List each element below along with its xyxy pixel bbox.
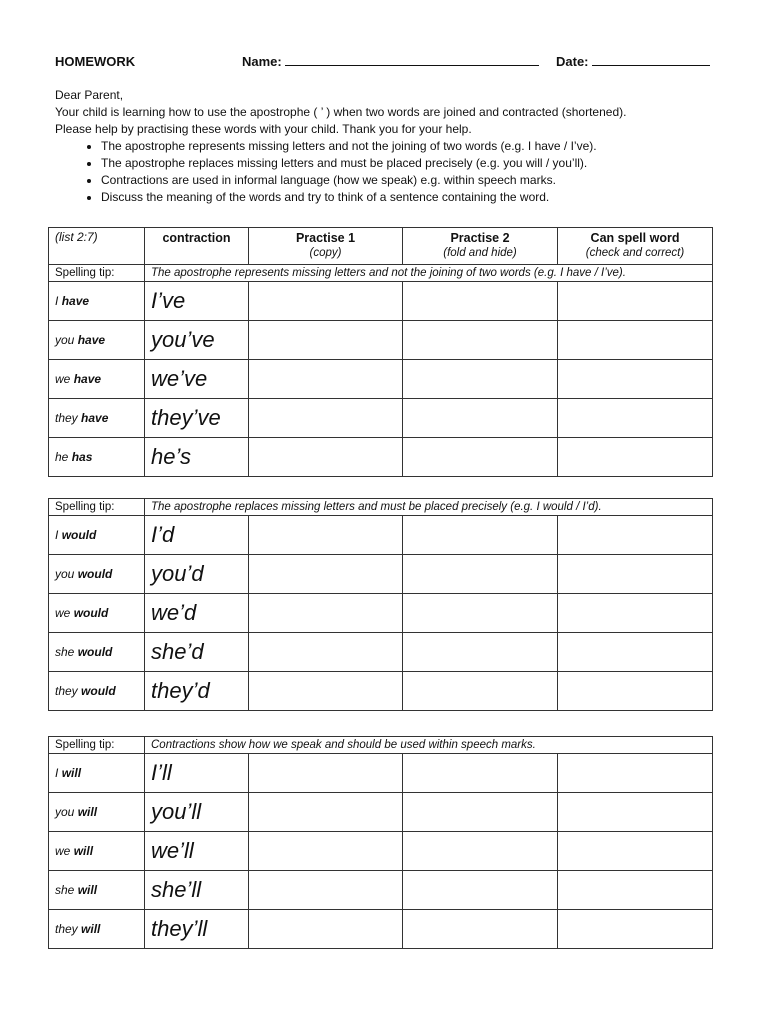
verb: have [73, 372, 102, 386]
tips-list [55, 138, 735, 206]
verb: will [73, 844, 94, 858]
practise2-cell[interactable] [403, 672, 558, 711]
spelling-tip-label: Spelling tip: [49, 499, 145, 516]
table-header-row [49, 228, 713, 265]
name-label: Name: [242, 54, 282, 69]
spelling-tip-label: Spelling tip: [49, 737, 145, 754]
pronoun: we [55, 372, 71, 386]
practise1-cell[interactable] [249, 910, 403, 949]
contraction-word: they’d [145, 672, 249, 711]
verb: will [61, 766, 82, 780]
pronoun: we [55, 844, 71, 858]
verb: have [81, 411, 109, 425]
contraction-word: I’d [145, 516, 249, 555]
contraction-word: you’ve [145, 321, 249, 360]
practise1-cell[interactable] [249, 555, 403, 594]
can-spell-cell[interactable] [558, 555, 713, 594]
can-spell-cell[interactable] [558, 516, 713, 555]
contraction-word: I’ll [145, 754, 249, 793]
word-row [49, 360, 713, 399]
practise2-cell[interactable] [403, 871, 558, 910]
practise1-cell[interactable] [249, 516, 403, 555]
spelling-tip-text: The apostrophe represents missing letters and not the joining of two words (e.g. I have / I’ve). [145, 265, 713, 282]
word-pair [49, 594, 145, 633]
contraction-word: we’d [145, 594, 249, 633]
practise2-cell[interactable] [403, 594, 558, 633]
spelling-table-will [48, 736, 713, 949]
intro-line: Your child is learning how to use the apostrophe ( ’ ) when two words are joined and contracted (shortened). [55, 105, 627, 119]
pronoun: I [55, 766, 59, 780]
practise2-cell[interactable] [403, 633, 558, 672]
can-spell-cell[interactable] [558, 321, 713, 360]
can-spell-cell[interactable] [558, 832, 713, 871]
spelling-tip-text: The apostrophe replaces missing letters and must be placed precisely (e.g. I would / I’d). [145, 499, 713, 516]
contraction-word: she’ll [145, 871, 249, 910]
tip-bullet: • Discuss the meaning of the words and try to think of a sentence containing the word. [101, 189, 735, 206]
contraction-word: they’ll [145, 910, 249, 949]
word-pair [49, 832, 145, 871]
word-pair [49, 399, 145, 438]
practise1-cell[interactable] [249, 672, 403, 711]
verb: would [61, 528, 97, 542]
contraction-word: they’ve [145, 399, 249, 438]
date-field[interactable] [556, 54, 710, 69]
word-row [49, 871, 713, 910]
practise2-cell[interactable] [403, 282, 558, 321]
pronoun: they [55, 684, 78, 698]
pronoun: they [55, 411, 78, 425]
homework-heading: HOMEWORK [55, 54, 136, 69]
word-row [49, 516, 713, 555]
practise2-cell[interactable] [403, 516, 558, 555]
practise1-cell[interactable] [249, 633, 403, 672]
pronoun: they [55, 922, 78, 936]
practise2-cell[interactable] [403, 754, 558, 793]
practise2-cell[interactable] [403, 321, 558, 360]
practise2-cell[interactable] [403, 438, 558, 477]
list-label: (list 2:7) [49, 228, 145, 265]
greeting: Dear Parent, [55, 88, 124, 102]
date-label: Date: [556, 54, 589, 69]
word-row [49, 399, 713, 438]
contraction-word: we’ll [145, 832, 249, 871]
practise1-cell[interactable] [249, 793, 403, 832]
practise1-cell[interactable] [249, 321, 403, 360]
can-spell-cell[interactable] [558, 360, 713, 399]
verb: would [77, 567, 113, 581]
word-pair [49, 871, 145, 910]
pronoun: she [55, 883, 75, 897]
word-pair [49, 360, 145, 399]
word-row [49, 282, 713, 321]
spelling-tip-text: Contractions show how we speak and should be used within speech marks. [145, 737, 713, 754]
word-row [49, 438, 713, 477]
can-spell-cell[interactable] [558, 910, 713, 949]
spelling-table-have [48, 227, 713, 477]
tip-bullet: • The apostrophe replaces missing letters and must be placed precisely (e.g. you will / you’ll). [101, 155, 735, 172]
word-row [49, 832, 713, 871]
pronoun: I [55, 528, 59, 542]
spelling-tip-row [49, 499, 713, 516]
spelling-table-would [48, 498, 713, 711]
tip-bullet: • Contractions are used in informal language (how we speak) e.g. within speech marks. [101, 172, 735, 189]
contraction-word: you’ll [145, 793, 249, 832]
pronoun: he [55, 450, 69, 464]
practise2-cell[interactable] [403, 555, 558, 594]
contraction-header: contraction [145, 228, 249, 265]
can-spell-cell[interactable] [558, 871, 713, 910]
practise2-header: Practise 2 (fold and hide) [403, 228, 558, 265]
word-pair [49, 754, 145, 793]
practise1-cell[interactable] [249, 594, 403, 633]
can-spell-cell[interactable] [558, 594, 713, 633]
practise2-cell[interactable] [403, 399, 558, 438]
verb: will [81, 922, 101, 936]
can-spell-cell[interactable] [558, 399, 713, 438]
word-pair [49, 910, 145, 949]
verb: have [61, 294, 90, 308]
pronoun: she [55, 645, 75, 659]
word-pair [49, 321, 145, 360]
can-spell-cell[interactable] [558, 672, 713, 711]
can-spell-cell[interactable] [558, 633, 713, 672]
practise1-cell[interactable] [249, 832, 403, 871]
word-row [49, 633, 713, 672]
word-pair [49, 793, 145, 832]
word-row [49, 321, 713, 360]
verb: will [77, 883, 98, 897]
can-spell-cell[interactable] [558, 438, 713, 477]
word-row [49, 793, 713, 832]
word-pair [49, 555, 145, 594]
pronoun: you [55, 333, 75, 347]
pronoun: I [55, 294, 59, 308]
practise1-cell[interactable] [249, 282, 403, 321]
can-spell-cell[interactable] [558, 793, 713, 832]
can-spell-cell[interactable] [558, 282, 713, 321]
verb: will [77, 805, 98, 819]
word-pair [49, 516, 145, 555]
word-row [49, 594, 713, 633]
word-row [49, 555, 713, 594]
verb: have [77, 333, 106, 347]
verb: would [81, 684, 116, 698]
practise2-cell[interactable] [403, 793, 558, 832]
word-row [49, 754, 713, 793]
practise2-cell[interactable] [403, 832, 558, 871]
pronoun: you [55, 805, 75, 819]
word-row [49, 672, 713, 711]
word-row [49, 910, 713, 949]
spelling-tip-row [49, 265, 713, 282]
practise1-cell[interactable] [249, 360, 403, 399]
word-pair [49, 438, 145, 477]
practise1-cell[interactable] [249, 399, 403, 438]
can-spell-header: Can spell word (check and correct) [558, 228, 713, 265]
practise1-cell[interactable] [249, 438, 403, 477]
pronoun: we [55, 606, 71, 620]
practise2-cell[interactable] [403, 360, 558, 399]
spelling-tip-label: Spelling tip: [49, 265, 145, 282]
intro-line: Please help by practising these words with your child. Thank you for your help. [55, 122, 472, 136]
contraction-word: he’s [145, 438, 249, 477]
can-spell-cell[interactable] [558, 754, 713, 793]
practise2-cell[interactable] [403, 910, 558, 949]
spelling-tip-row [49, 737, 713, 754]
contraction-word: you’d [145, 555, 249, 594]
practise1-header: Practise 1 (copy) [249, 228, 403, 265]
word-pair [49, 633, 145, 672]
name-field[interactable] [242, 54, 539, 69]
verb: has [71, 450, 93, 464]
pronoun: you [55, 567, 75, 581]
contraction-word: she’d [145, 633, 249, 672]
practise1-cell[interactable] [249, 871, 403, 910]
practise1-cell[interactable] [249, 754, 403, 793]
word-pair [49, 282, 145, 321]
verb: would [77, 645, 113, 659]
tip-bullet: • The apostrophe represents missing letters and not the joining of two words (e.g. I have / I’ve). [101, 138, 735, 155]
word-pair [49, 672, 145, 711]
contraction-word: I’ve [145, 282, 249, 321]
parent-letter [55, 87, 735, 206]
verb: would [73, 606, 109, 620]
contraction-word: we’ve [145, 360, 249, 399]
